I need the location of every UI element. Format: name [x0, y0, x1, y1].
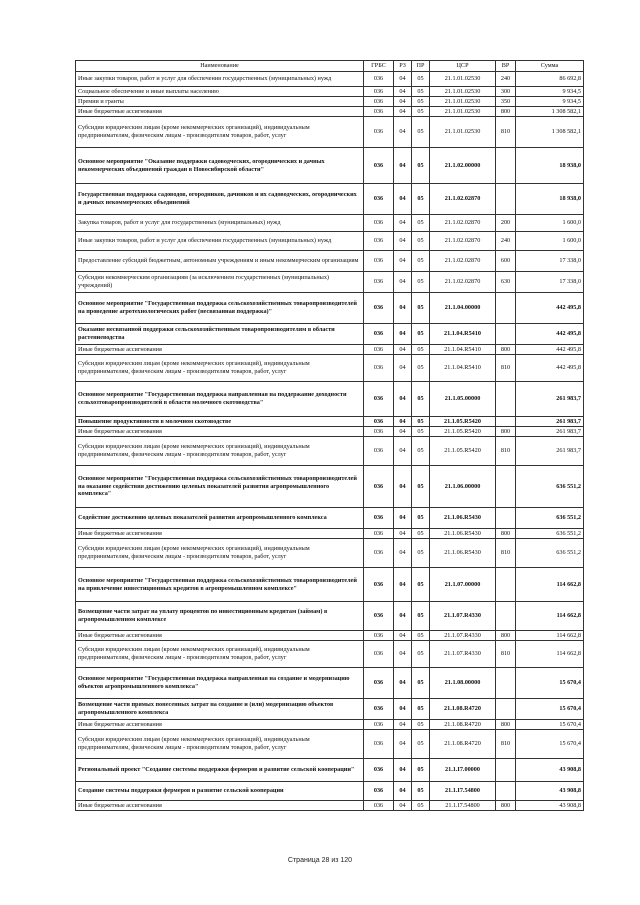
cell-vr: 630: [496, 272, 516, 293]
cell-grbs: 036: [364, 539, 394, 568]
cell-name: Возмещение части прямых понесенных затрат на создание и (или) модернизацию объектов агропромышленного комплекса: [76, 699, 364, 720]
cell-vr: [496, 759, 516, 782]
cell-sum: 636 551,2: [516, 508, 584, 529]
cell-name: Субсидии некоммерческим организациям (за исключением государственных (муниципальных) учреждений): [76, 272, 364, 293]
cell-name: Иные бюджетные ассигнования: [76, 345, 364, 355]
cell-vr: 350: [496, 97, 516, 107]
cell-pr: 05: [412, 539, 430, 568]
cell-grbs: 036: [364, 148, 394, 184]
table-row: [76, 427, 584, 437]
table-row: [76, 631, 584, 641]
cell-sum: 17 338,0: [516, 251, 584, 272]
table-row: [76, 759, 584, 782]
cell-grbs: 036: [364, 97, 394, 107]
cell-vr: [496, 148, 516, 184]
cell-rz: 04: [394, 345, 412, 355]
table-row: [76, 699, 584, 720]
col-header-csr: ЦСР: [430, 61, 496, 72]
cell-vr: [496, 382, 516, 417]
table-row: [76, 107, 584, 117]
cell-rz: 04: [394, 232, 412, 251]
cell-pr: 05: [412, 107, 430, 117]
col-header-name: Наименование: [76, 61, 364, 72]
cell-grbs: 036: [364, 568, 394, 602]
cell-name: Основное мероприятие "Оказание поддержки садоводческих, огороднических и дачных некоммерческих объединений граждан в Новосибирской области": [76, 148, 364, 184]
cell-grbs: 036: [364, 782, 394, 801]
cell-rz: 04: [394, 148, 412, 184]
table-row: [76, 730, 584, 759]
cell-name: Создание системы поддержки фермеров и развитие сельской кооперации: [76, 782, 364, 801]
cell-sum: 261 983,7: [516, 382, 584, 417]
cell-vr: 300: [496, 87, 516, 97]
cell-rz: 04: [394, 699, 412, 720]
cell-name: Государственная поддержка садоводов, огородников, дачников и их садоводческих, огороднических и дачных некоммерческих объединений: [76, 184, 364, 215]
cell-name: Субсидии юридическим лицам (кроме некоммерческих организаций), индивидуальным предпринимателям, физическим лицам - производителям товаров, работ, услуг: [76, 641, 364, 668]
cell-pr: 05: [412, 668, 430, 699]
cell-rz: 04: [394, 417, 412, 427]
cell-grbs: 036: [364, 345, 394, 355]
cell-pr: 05: [412, 568, 430, 602]
cell-pr: 05: [412, 782, 430, 801]
cell-vr: 240: [496, 232, 516, 251]
cell-rz: 04: [394, 508, 412, 529]
table-row: [76, 293, 584, 324]
cell-pr: 05: [412, 251, 430, 272]
cell-grbs: 036: [364, 251, 394, 272]
cell-csr: 21.1.06.R5430: [430, 508, 496, 529]
cell-grbs: 036: [364, 529, 394, 539]
cell-name: Предоставление субсидий бюджетным, автономным учреждениям и иным некоммерческим организациям: [76, 251, 364, 272]
cell-grbs: 036: [364, 117, 394, 148]
budget-table: [75, 60, 584, 811]
cell-csr: 21.1.I7.00000: [430, 759, 496, 782]
cell-rz: 04: [394, 631, 412, 641]
cell-grbs: 036: [364, 641, 394, 668]
cell-vr: 810: [496, 730, 516, 759]
col-header-rz: РЗ: [394, 61, 412, 72]
table-row: [76, 641, 584, 668]
cell-rz: 04: [394, 272, 412, 293]
cell-grbs: 036: [364, 293, 394, 324]
cell-grbs: 036: [364, 72, 394, 87]
cell-grbs: 036: [364, 801, 394, 811]
cell-csr: 21.1.07.R4330: [430, 602, 496, 631]
table-row: [76, 251, 584, 272]
cell-sum: 86 692,8: [516, 72, 584, 87]
cell-pr: 05: [412, 345, 430, 355]
table-row: [76, 568, 584, 602]
cell-csr: 21.1.07.R4330: [430, 631, 496, 641]
cell-vr: 810: [496, 117, 516, 148]
cell-name: Иные бюджетные ассигнования: [76, 107, 364, 117]
cell-vr: [496, 568, 516, 602]
cell-rz: 04: [394, 602, 412, 631]
cell-grbs: 036: [364, 466, 394, 508]
cell-vr: 800: [496, 427, 516, 437]
cell-vr: 200: [496, 215, 516, 232]
cell-sum: 261 983,7: [516, 437, 584, 466]
cell-rz: 04: [394, 184, 412, 215]
cell-pr: 05: [412, 631, 430, 641]
cell-csr: 21.1.08.R4720: [430, 720, 496, 730]
table-body: [76, 72, 584, 811]
cell-pr: 05: [412, 184, 430, 215]
cell-grbs: 036: [364, 730, 394, 759]
table-row: [76, 117, 584, 148]
cell-rz: 04: [394, 641, 412, 668]
cell-csr: 21.1.05.R5420: [430, 417, 496, 427]
cell-csr: 21.1.04.R5410: [430, 355, 496, 382]
cell-name: Иные бюджетные ассигнования: [76, 801, 364, 811]
cell-name: Иные бюджетные ассигнования: [76, 427, 364, 437]
cell-rz: 04: [394, 293, 412, 324]
cell-rz: 04: [394, 251, 412, 272]
cell-vr: [496, 293, 516, 324]
cell-sum: 442 495,8: [516, 324, 584, 345]
cell-csr: 21.1.06.00000: [430, 466, 496, 508]
cell-csr: 21.1.06.R5430: [430, 529, 496, 539]
cell-name: Возмещение части затрат на уплату процентов по инвестиционным кредитам (займам) в агропромышленном комплексе: [76, 602, 364, 631]
cell-vr: [496, 782, 516, 801]
page-footer: Страница 28 из 120: [287, 857, 353, 864]
cell-vr: 800: [496, 801, 516, 811]
cell-name: Субсидии юридическим лицам (кроме некоммерческих организаций), индивидуальным предпринимателям, физическим лицам - производителям товаров, работ, услуг: [76, 539, 364, 568]
cell-vr: 800: [496, 720, 516, 730]
cell-vr: 810: [496, 437, 516, 466]
cell-csr: 21.1.02.00000: [430, 148, 496, 184]
cell-csr: 21.1.07.00000: [430, 568, 496, 602]
cell-pr: 05: [412, 382, 430, 417]
cell-name: Основное мероприятие "Государственная поддержка направленная на поддержание доходности сельхозтоваропроизводителей в области молочного скотоводства": [76, 382, 364, 417]
cell-name: Иные бюджетные ассигнования: [76, 529, 364, 539]
cell-name: Иные бюджетные ассигнования: [76, 720, 364, 730]
cell-rz: 04: [394, 382, 412, 417]
cell-rz: 04: [394, 782, 412, 801]
table-row: [76, 437, 584, 466]
cell-pr: 05: [412, 117, 430, 148]
table-row: [76, 72, 584, 87]
cell-name: Премии и гранты: [76, 97, 364, 107]
cell-grbs: 036: [364, 437, 394, 466]
cell-pr: 05: [412, 148, 430, 184]
cell-vr: [496, 668, 516, 699]
cell-sum: 1 308 582,1: [516, 117, 584, 148]
cell-grbs: 036: [364, 417, 394, 427]
cell-rz: 04: [394, 801, 412, 811]
table-row: [76, 801, 584, 811]
cell-sum: 114 662,8: [516, 631, 584, 641]
table-row: [76, 87, 584, 97]
cell-csr: 21.1.01.02530: [430, 72, 496, 87]
cell-grbs: 036: [364, 215, 394, 232]
cell-sum: 15 670,4: [516, 668, 584, 699]
cell-rz: 04: [394, 117, 412, 148]
cell-csr: 21.1.02.02870: [430, 232, 496, 251]
cell-csr: 21.1.04.00000: [430, 293, 496, 324]
table-row: [76, 602, 584, 631]
cell-grbs: 036: [364, 668, 394, 699]
col-header-pr: ПР: [412, 61, 430, 72]
cell-name: Субсидии юридическим лицам (кроме некоммерческих организаций), индивидуальным предпринимателям, физическим лицам - производителям товаров, работ, услуг: [76, 117, 364, 148]
cell-sum: 261 983,7: [516, 417, 584, 427]
cell-grbs: 036: [364, 107, 394, 117]
cell-name: Иные бюджетные ассигнования: [76, 631, 364, 641]
cell-csr: 21.1.01.02530: [430, 97, 496, 107]
cell-grbs: 036: [364, 184, 394, 215]
table-row: [76, 720, 584, 730]
cell-pr: 05: [412, 417, 430, 427]
cell-grbs: 036: [364, 355, 394, 382]
cell-grbs: 036: [364, 699, 394, 720]
cell-name: Повышение продуктивности в молочном скотоводстве: [76, 417, 364, 427]
cell-rz: 04: [394, 466, 412, 508]
cell-name: Основное мероприятие "Государственная поддержка сельскохозяйственных товаропроизводителей на проведение агротехнологических работ (несвязанная поддержка)": [76, 293, 364, 324]
cell-pr: 05: [412, 215, 430, 232]
cell-grbs: 036: [364, 427, 394, 437]
cell-grbs: 036: [364, 232, 394, 251]
cell-rz: 04: [394, 730, 412, 759]
cell-sum: 636 551,2: [516, 466, 584, 508]
cell-vr: 800: [496, 631, 516, 641]
cell-grbs: 036: [364, 508, 394, 529]
table-header-row: [76, 61, 584, 72]
cell-vr: [496, 184, 516, 215]
cell-name: Иные закупки товаров, работ и услуг для обеспечения государственных (муниципальных) нужд: [76, 72, 364, 87]
table-row: [76, 508, 584, 529]
cell-pr: 05: [412, 232, 430, 251]
table-row: [76, 97, 584, 107]
cell-sum: 114 662,8: [516, 568, 584, 602]
cell-csr: 21.1.I7.54800: [430, 782, 496, 801]
cell-rz: 04: [394, 427, 412, 437]
cell-sum: 9 934,5: [516, 87, 584, 97]
cell-sum: 15 670,4: [516, 699, 584, 720]
table-row: [76, 466, 584, 508]
cell-rz: 04: [394, 539, 412, 568]
cell-csr: 21.1.01.02530: [430, 87, 496, 97]
cell-vr: [496, 508, 516, 529]
cell-rz: 04: [394, 437, 412, 466]
cell-rz: 04: [394, 759, 412, 782]
cell-pr: 05: [412, 720, 430, 730]
cell-rz: 04: [394, 324, 412, 345]
table-row: [76, 215, 584, 232]
cell-csr: 21.1.I7.54800: [430, 801, 496, 811]
cell-vr: [496, 699, 516, 720]
cell-rz: 04: [394, 529, 412, 539]
cell-csr: 21.1.02.02870: [430, 272, 496, 293]
cell-csr: 21.1.08.00000: [430, 668, 496, 699]
cell-csr: 21.1.04.R5410: [430, 324, 496, 345]
table-row: [76, 324, 584, 345]
table-row: [76, 782, 584, 801]
cell-pr: 05: [412, 272, 430, 293]
cell-pr: 05: [412, 97, 430, 107]
cell-csr: 21.1.02.02870: [430, 215, 496, 232]
cell-vr: 800: [496, 107, 516, 117]
cell-pr: 05: [412, 801, 430, 811]
cell-sum: 15 670,4: [516, 730, 584, 759]
cell-pr: 05: [412, 293, 430, 324]
cell-csr: 21.1.08.R4720: [430, 730, 496, 759]
table-row: [76, 382, 584, 417]
cell-vr: 800: [496, 529, 516, 539]
table-row: [76, 668, 584, 699]
cell-sum: 261 983,7: [516, 427, 584, 437]
cell-rz: 04: [394, 355, 412, 382]
cell-grbs: 036: [364, 759, 394, 782]
cell-csr: 21.1.06.R5430: [430, 539, 496, 568]
cell-name: Закупка товаров, работ и услуг для государственных (муниципальных) нужд: [76, 215, 364, 232]
cell-vr: 600: [496, 251, 516, 272]
cell-sum: 1 600,0: [516, 215, 584, 232]
cell-csr: 21.1.01.02530: [430, 107, 496, 117]
cell-name: Содействие достижению целевых показателей развития агропромышленного комплекса: [76, 508, 364, 529]
table-row: [76, 272, 584, 293]
col-header-sum: Сумма: [516, 61, 584, 72]
col-header-grbs: ГРБС: [364, 61, 394, 72]
cell-sum: 9 934,5: [516, 97, 584, 107]
cell-rz: 04: [394, 215, 412, 232]
table-row: [76, 184, 584, 215]
cell-sum: 18 938,0: [516, 184, 584, 215]
cell-sum: 114 662,8: [516, 641, 584, 668]
cell-grbs: 036: [364, 272, 394, 293]
cell-sum: 442 495,8: [516, 293, 584, 324]
cell-rz: 04: [394, 107, 412, 117]
cell-sum: 43 908,8: [516, 782, 584, 801]
cell-csr: 21.1.04.R5410: [430, 345, 496, 355]
cell-pr: 05: [412, 466, 430, 508]
cell-sum: 43 908,8: [516, 801, 584, 811]
cell-vr: [496, 324, 516, 345]
cell-sum: 1 600,0: [516, 232, 584, 251]
cell-sum: 18 938,0: [516, 148, 584, 184]
cell-pr: 05: [412, 641, 430, 668]
table-row: [76, 232, 584, 251]
cell-rz: 04: [394, 72, 412, 87]
table-row: [76, 345, 584, 355]
cell-pr: 05: [412, 508, 430, 529]
table-row: [76, 529, 584, 539]
cell-sum: 636 551,2: [516, 539, 584, 568]
cell-pr: 05: [412, 759, 430, 782]
cell-name: Субсидии юридическим лицам (кроме некоммерческих организаций), индивидуальным предпринимателям, физическим лицам - производителям товаров, работ, услуг: [76, 355, 364, 382]
cell-grbs: 036: [364, 382, 394, 417]
cell-csr: 21.1.08.R4720: [430, 699, 496, 720]
cell-vr: 800: [496, 345, 516, 355]
cell-grbs: 036: [364, 631, 394, 641]
cell-csr: 21.1.02.02870: [430, 251, 496, 272]
cell-csr: 21.1.05.00000: [430, 382, 496, 417]
cell-pr: 05: [412, 529, 430, 539]
cell-name: Оказание несвязанной поддержки сельскохозяйственным товаропроизводителям в области растениеводства: [76, 324, 364, 345]
table-row: [76, 539, 584, 568]
cell-csr: 21.1.02.02870: [430, 184, 496, 215]
cell-sum: 1 308 582,1: [516, 107, 584, 117]
table-row: [76, 355, 584, 382]
cell-grbs: 036: [364, 87, 394, 97]
cell-pr: 05: [412, 72, 430, 87]
cell-pr: 05: [412, 427, 430, 437]
cell-sum: 442 495,8: [516, 355, 584, 382]
cell-csr: 21.1.07.R4330: [430, 641, 496, 668]
cell-vr: [496, 466, 516, 508]
cell-rz: 04: [394, 668, 412, 699]
cell-name: Иные закупки товаров, работ и услуг для обеспечения государственных (муниципальных) нужд: [76, 232, 364, 251]
cell-grbs: 036: [364, 720, 394, 730]
cell-vr: 810: [496, 355, 516, 382]
table-row: [76, 417, 584, 427]
cell-rz: 04: [394, 97, 412, 107]
cell-csr: 21.1.05.R5420: [430, 427, 496, 437]
cell-name: Основное мероприятие "Государственная поддержка направленная на создание и модернизацию объектов агропромышленного комплекса": [76, 668, 364, 699]
cell-name: Региональный проект "Создание системы поддержки фермеров и развитие сельской кооперации": [76, 759, 364, 782]
cell-pr: 05: [412, 730, 430, 759]
cell-grbs: 036: [364, 602, 394, 631]
cell-sum: 15 670,4: [516, 720, 584, 730]
cell-pr: 05: [412, 602, 430, 631]
cell-sum: 114 662,8: [516, 602, 584, 631]
cell-pr: 05: [412, 699, 430, 720]
cell-pr: 05: [412, 87, 430, 97]
cell-vr: 810: [496, 641, 516, 668]
cell-name: Субсидии юридическим лицам (кроме некоммерческих организаций), индивидуальным предпринимателям, физическим лицам - производителям товаров, работ, услуг: [76, 437, 364, 466]
cell-vr: [496, 417, 516, 427]
cell-grbs: 036: [364, 324, 394, 345]
cell-name: Социальное обеспечение и иные выплаты населению: [76, 87, 364, 97]
cell-vr: 240: [496, 72, 516, 87]
cell-name: Субсидии юридическим лицам (кроме некоммерческих организаций), индивидуальным предпринимателям, физическим лицам - производителям товаров, работ, услуг: [76, 730, 364, 759]
cell-sum: 442 495,8: [516, 345, 584, 355]
col-header-vr: ВР: [496, 61, 516, 72]
cell-name: Основное мероприятие "Государственная поддержка сельскохозяйственных товаропроизводителей на привлечение инвестиционных кредитов в агропромышленном комплексе": [76, 568, 364, 602]
cell-pr: 05: [412, 437, 430, 466]
cell-rz: 04: [394, 720, 412, 730]
cell-sum: 17 338,0: [516, 272, 584, 293]
cell-sum: 636 551,2: [516, 529, 584, 539]
cell-pr: 05: [412, 324, 430, 345]
cell-rz: 04: [394, 568, 412, 602]
cell-name: Основное мероприятие "Государственная поддержка сельскохозяйственных товаропроизводителей на оказание содействия достижению целевых показателей развития агропромышленного комплекса": [76, 466, 364, 508]
cell-sum: 43 908,8: [516, 759, 584, 782]
cell-pr: 05: [412, 355, 430, 382]
cell-csr: 21.1.01.02530: [430, 117, 496, 148]
cell-vr: [496, 602, 516, 631]
cell-vr: 810: [496, 539, 516, 568]
table-row: [76, 148, 584, 184]
cell-rz: 04: [394, 87, 412, 97]
cell-csr: 21.1.05.R5420: [430, 437, 496, 466]
